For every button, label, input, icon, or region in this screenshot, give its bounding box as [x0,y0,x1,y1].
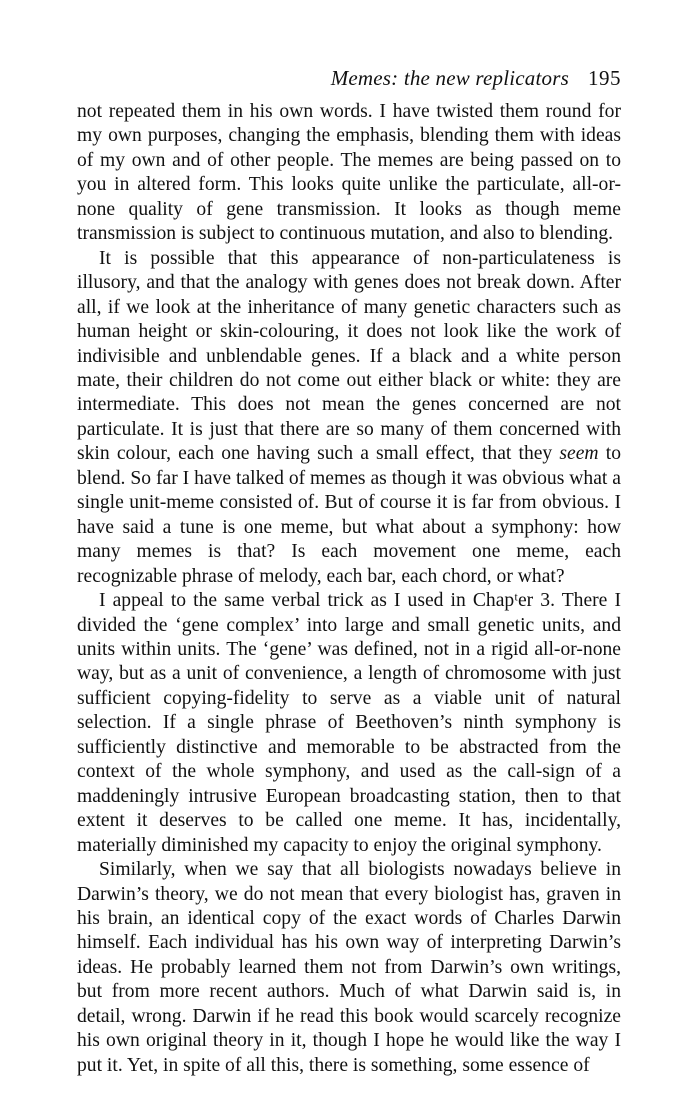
running-title: Memes: the new replicators [330,66,569,90]
paragraph-4: Similarly, when we say that all biologists nowadays believe in Darwin’s theory, we do not mean that every biologist has, graven in his brain, an identical copy of the exact words of Charles Darwin himself. Each individual has his own way of interpreting Darwin’s ideas. He probably learned them not from Darwin’s own writings, but from more recent authors. Much of what Darwin said is, in detail, wrong. Darwin if he read this book would scarcely recognize his own original theory in it, though I hope he would like the way I put it. Yet, in spite of all this, there is something, some essence of [77,859,621,1076]
body-text [77,100,621,1078]
paragraph-3: I appeal to the same verbal trick as I used in Chapᵗer 3. There I divided the ‘gene complex’ into large and small genetic units, and units within units. The ‘gene’ was defined, not in a rigid all-or-none way, but as a unit of convenience, a length of chromosome with just sufficient copying-fidelity to serve as a viable unit of natural selection. If a single phrase of Beethoven’s ninth symphony is sufficiently distinctive and memorable to be abstracted from the context of the whole symphony, and used as the call-sign of a maddeningly intrusive European broadcasting station, then to that extent it deserves to be called one meme. It has, incidentally, materially diminished my capacity to enjoy the original symphony. [77,590,621,856]
paragraph-2-text-end: to blend. So far I have talked of memes as though it was obvious what a single unit-meme consisted of. But of course it is far from obvious. I have said a tune is one meme, but what about a symphony: how many memes is that? Is each movement one meme, each recognizable phrase of melody, each bar, each chord, or what? [77,443,621,587]
book-page [77,66,621,1078]
paragraph-2-text-start: It is possible that this appearance of non-particulateness is illusory, and that the analogy with genes does not break down. After all, if we look at the inheritance of many genetic characters such as human height or skin-colouring, it does not look like the work of indivisible and unblendable genes. If a black and a white person mate, their children do not come out either black or white: they are intermediate. This does not mean the genes concerned are not particulate. It is just that there are so many of them concerned with skin colour, each one having such a small effect, that they [77,247,621,465]
paragraph-2 [77,247,621,589]
paragraph-1: not repeated them in his own words. I have twisted them round for my own purposes, changing the emphasis, blending them with ideas of my own and of other people. The memes are being passed on to you in altered form. This looks quite unlike the particulate, all-or-none quality of gene transmission. It looks as though meme transmission is subject to continuous mutation, and also to blending. [77,101,621,245]
page-number: 195 [588,66,621,90]
paragraph-2-emphasis: seem [559,443,599,465]
running-head [77,66,621,100]
